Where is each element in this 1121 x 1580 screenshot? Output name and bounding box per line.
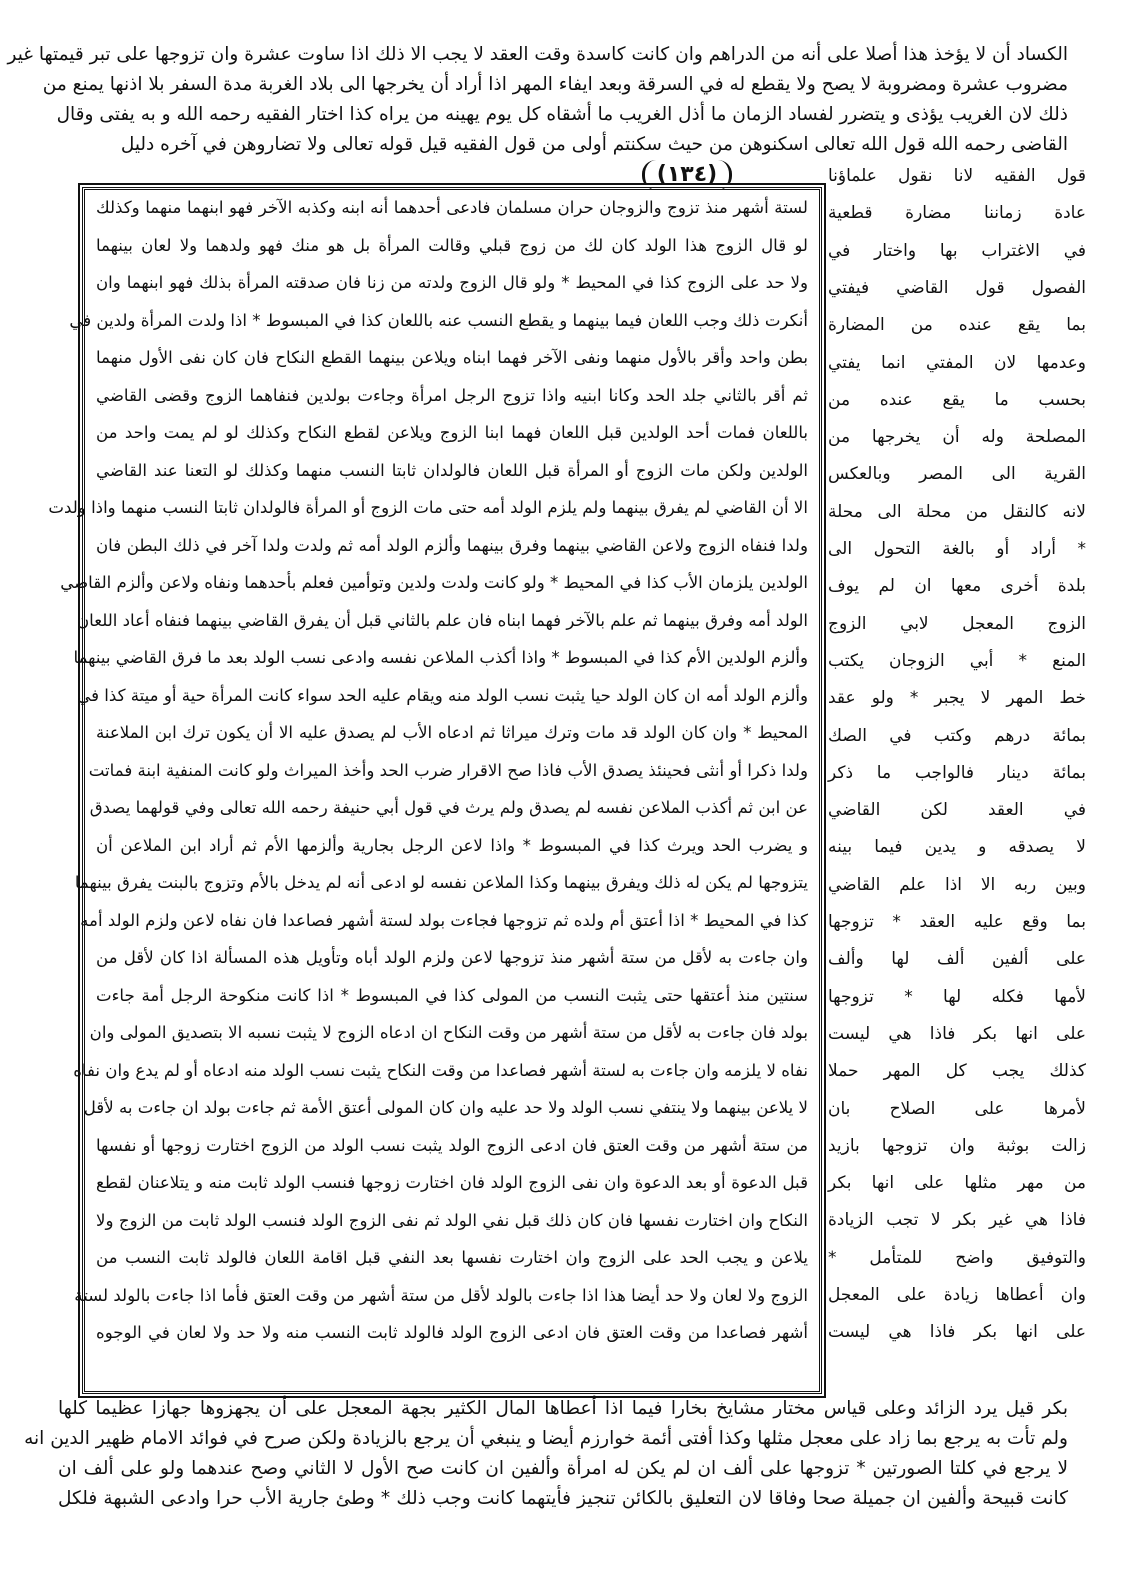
side-commentary-line: * أراد أو بالغة التحول الى bbox=[828, 539, 1086, 559]
side-commentary-line: خط المهر لا يجبر * ولو عقد bbox=[828, 688, 1086, 709]
side-commentary-line: على ألفين ألف لها وألف bbox=[828, 949, 1086, 970]
side-commentary-line: قول الفقيه لانا نقول علماؤنا bbox=[828, 166, 1086, 186]
main-text-line: وان جاءت به لأقل من ستة أشهر منذ تزوجها لاعن ولزم الولد أباه وتأويل هذه المسألة اذا كان لأقل من bbox=[96, 948, 808, 967]
side-commentary-line: المنع * أبي الزوجان يكتب bbox=[828, 650, 1086, 671]
main-text-line: الولدين ولكن مات الزوج أو المرأة قبل اللعان فالولدان ثابتا النسب منهما وكذلك لو التعنا عند القاضي bbox=[96, 460, 808, 480]
commentary-bottom-line: لا يرجع في كلتا الصورتين * تزوجها على ألف ان لم يكن له امرأة وألفين ان كانت صح الأول لا الثاني وصح عندهما ولو على ألف ان bbox=[58, 1458, 1068, 1479]
main-text-line: الولدين يلزمان الأب كذا في المحيط * ولو كانت ولدت ولدين وتوأمين فعلم بأحدهما ونفاه ولاعن وألزم القاضي bbox=[60, 573, 808, 592]
main-text-line: قبل الدعوة أو بعد الدعوة وان نفى الزوج الولد فان اختارت زوجها فنسب الولد ثابت منه و يتلاعنان لقطع bbox=[96, 1173, 808, 1192]
side-commentary-line: لأمرها على الصلاح بان bbox=[828, 1098, 1086, 1119]
main-text-line: ثم أقر بالثاني جلد الحد وكانا ابنيه واذا تزوج الرجل امرأة وجاءت بولدين فنفاهما الزوج وقضى القاضي bbox=[96, 385, 808, 405]
main-text-line: و يضرب الحد ويرث كذا في المبسوط * واذا لاعن الرجل بجارية وألزمها الأم ثم أراد ابن الملاعن أن bbox=[96, 835, 808, 855]
main-text-line: لو قال الزوج هذا الولد كان لك من زوج قبلي وقالت المرأة بل هو منك فهو ولدهما ولا لعان بينهما bbox=[96, 235, 808, 255]
main-text-line: من ستة أشهر من وقت العتق فان ادعى الزوج الولد يثبت نسب الولد من الزوج اختارت زوجها أو نفسها bbox=[96, 1135, 808, 1155]
main-text-line: بولد فان جاءت به لأقل من ستة أشهر من وقت النكاح ان ادعاه الزوج لا يثبت نسبه الا بتصديق المولى وان bbox=[89, 1023, 808, 1042]
side-commentary-line: زالت بوثبة وان تزوجها بازيد bbox=[828, 1135, 1086, 1156]
main-text-line: الولد أمه وفرق بينهما ثم علم بالآخر فهما ابناه فان علم بالثاني قبل أن يفرق القاضي بينهما فنفاه أعاد اللعان bbox=[76, 610, 808, 630]
side-commentary-line: كذلك يجب كل المهر حملا bbox=[828, 1061, 1086, 1082]
main-text-line: ولا حد على الزوج كذا في المحيط * ولو قال الزوج ولدته من زنا فان صدقته المرأة بذلك فهو ابنهما وان bbox=[96, 273, 808, 292]
side-commentary-line: في الاغتراب بها واختار في bbox=[828, 240, 1086, 261]
main-text-line: النكاح وان اختارت نفسها فان كان ذلك قبل نفي الولد ثم نفى الزوج الولد فنسب الولد ثابت من الزوج ولا bbox=[96, 1210, 808, 1230]
main-text-line: أنكرت ذلك وجب اللعان فيما بينهما و يقطع النسب عنه باللعان كذا في المبسوط * اذا ولدت المرأة ولدين في bbox=[69, 310, 808, 330]
main-text-line: الا أن القاضي لم يفرق بينهما ولم يلزم الولد أمه حتى مات الزوج أو المرأة فالولدان ثابتا النسب منهما واذا ولدت bbox=[48, 498, 808, 517]
side-commentary-line: بمائة درهم وكتب في الصك bbox=[828, 725, 1086, 746]
commentary-top-line: القاضى رحمه الله قول الله تعالى اسكنوهن من حيث سكنتم أولى من قول الفقيه قيل قوله تعالى ولا تضاروهن في آخره دليل bbox=[120, 134, 1068, 155]
main-text-line: ولدا ذكرا أو أنثى فحينئذ يصدق الأب فاذا صح الاقرار ضرب الحد وأخذ الميراث ولو كانت المنفية ابنة فماتت bbox=[88, 760, 808, 780]
main-text-line: وألزم الولدين الأم كذا في المبسوط * واذا أكذب الملاعن نفسه وادعى نسب الولد بعد ما فرق القاضي بينهما bbox=[73, 648, 808, 667]
commentary-bottom-line: بكر قيل يرد الزائد وعلى قياس مختار مشايخ بخارا فيما اذا أعطاها المال الكثير بجهة المعجل على أن يجهزوها جهازا عظيما كلها bbox=[58, 1398, 1068, 1419]
side-commentary-line: بحسب ما يقع عنده من bbox=[828, 389, 1086, 410]
page-number: (١٣٤) bbox=[642, 160, 732, 190]
main-text-line: أشهر فصاعدا من وقت العتق فان ادعى الزوج الولد فالولد ثابت النسب منه ولا حد ولا لعان في الوجوه bbox=[96, 1323, 808, 1342]
side-commentary-line: على انها بكر فاذا هي ليست bbox=[828, 1322, 1086, 1343]
side-commentary-line: المصلحة وله أن يخرجها من bbox=[828, 427, 1086, 448]
side-commentary-line: وعدمها لان المفتي انما يفتي bbox=[828, 352, 1086, 373]
side-commentary-line: من مهر مثلها على انها بكر bbox=[828, 1173, 1086, 1194]
side-commentary-line: بمائة دينار فالواجب ما ذكر bbox=[828, 762, 1086, 783]
side-commentary-line: بما يقع عنده من المضارة bbox=[828, 315, 1086, 336]
main-text-line: لستة أشهر منذ تزوج والزوجان حران مسلمان فادعى أحدهما أنه ابنه وكذبه الآخر فهو ابنهما منهما وكذلك bbox=[96, 198, 808, 217]
side-commentary-line: وبين ربه الا اذا علم القاضي bbox=[828, 874, 1086, 895]
main-text-line: يتزوجها لم يكن له ذلك ويفرق بينهما وكذا الملاعن نفسه لو ادعى أنه لم يدخل بالأم وتزوج بالبنت يفرق بينهما bbox=[74, 873, 808, 892]
commentary-bottom-line: كانت قبيحة وألفين ان جميلة صحا وفاقا لان التعليق بالكائن تنجيز فأيتهما كانت وجب ذلك * وطئ جارية الأب حرا وادعى الشبهة فلكل bbox=[58, 1488, 1068, 1509]
side-commentary-line: بلدة أخرى معها ان لم يوف bbox=[828, 576, 1086, 597]
main-text-line: لا يلاعن بينهما ولا ينتفي نسب الولد ولا حد عليه وان كان المولى أعتق الأمة ثم جاءت بولد ان جاءت به لأقل bbox=[83, 1098, 808, 1117]
side-commentary-line: والتوفيق واضح للمتأمل * bbox=[828, 1247, 1086, 1268]
side-commentary-line: فاذا هي غير بكر لا تجب الزيادة bbox=[828, 1210, 1086, 1231]
main-text-line: يلاعن و يجب الحد على الزوج وان اختارت نفسها بعد النفي قبل اقامة اللعان فالولد ثابت النسب من bbox=[96, 1248, 808, 1267]
side-commentary-line: عادة زماننا مضارة قطعية bbox=[828, 203, 1086, 224]
side-commentary-line: بما وقع عليه العقد * تزوجها bbox=[828, 912, 1086, 932]
side-commentary-line: القرية الى المصر وبالعكس bbox=[828, 464, 1086, 485]
side-commentary-line: لأمها فكله لها * تزوجها bbox=[828, 986, 1086, 1007]
commentary-top-line: ذلك لان الغريب يؤذى و يتضرر لفساد الزمان ما أذل الغريب ما أشقاه كل يوم يهينه من يراه كذا اختار الفقيه رحمه الله و به يفتى وقال bbox=[56, 104, 1068, 125]
commentary-top-line: مضروب عشرة ومضروبة لا يصح ولا يقطع له في السرقة وبعد ايفاء المهر اذا أراد أن يخرجها الى بلاد الغربة مدة السفر بلا اذنها يمنع من bbox=[42, 74, 1068, 95]
side-commentary-line: لا يصدقه و يدين فيما بينه bbox=[828, 837, 1086, 858]
main-text-line: سنتين منذ أعتقها حتى يثبت النسب من المولى كذا في المبسوط * اذا كانت منكوحة الرجل أمة جاءت bbox=[96, 985, 808, 1005]
main-text-line: باللعان فمات أحد الولدين قبل اللعان فهما ابنا الزوج ويلاعن لقطع النكاح وكذلك لو لم يمت واحد من bbox=[96, 423, 808, 442]
side-commentary-line: الفصول قول القاضي فيفتي bbox=[828, 277, 1086, 298]
main-text-line: عن ابن ثم أكذب الملاعن نفسه لم يصدق ولم يرث في قول أبي حنيفة رحمه الله تعالى وفي قولهما يصدق bbox=[89, 798, 808, 817]
side-commentary-line: وان أعطاها زيادة على المعجل bbox=[828, 1285, 1086, 1305]
main-text-line: بطن واحد وأقر بالأول منهما ونفى الآخر فهما ابناه ويلاعن بينهما القطع النكاح فان كان نفى الأول منهما bbox=[96, 348, 808, 367]
main-text-line: وألزم الولد أمه ان كان الولد حيا يثبت نسب الولد منه ويقام عليه الحد سواء كانت المرأة حية أو ميتة كذا في bbox=[77, 685, 808, 705]
main-text-line: ولدا فنفاه الزوج ولاعن القاضي بينهما وفرق بينهما وألزم الولد أمه ثم ولدت ولدا آخر في ذلك البطن فان bbox=[96, 535, 808, 555]
commentary-top-line: الكساد أن لا يؤخذ هذا أصلا على أنه من الدراهم وان كانت كاسدة وقت العقد لا يجب الا ذلك اذا ساوت عشرة وان تزوجها على تبر قيمتها غير bbox=[7, 44, 1068, 65]
side-commentary-line: في العقد لكن القاضي bbox=[828, 800, 1086, 821]
main-text-line: نفاه لا يلزمه وان جاءت به لستة أشهر فصاعدا من وقت النكاح يثبت نسب الولد منه ادعاه أو لم يدع وان نفاه bbox=[73, 1060, 808, 1080]
commentary-bottom-line: ولم تأت به يرجع بما زاد على معجل مثلها وكذا أفتى أئمة خوارزم أيضا و ينبغي أن يرجع بالزيادة ولكن صرح في فوائد الامام ظهير الدين انه bbox=[24, 1428, 1068, 1449]
main-text-line: المحيط * وان كان الولد قد مات وترك ميراثا ثم ادعاه الأب لم يصدق عليه الا أن يكون ترك ابن الملاعنة bbox=[96, 723, 808, 742]
side-commentary-line: على انها بكر فاذا هي ليست bbox=[828, 1023, 1086, 1044]
main-text-line: الزوج ولا لعان ولا حد أيضا هذا اذا جاءت بالولد لأقل من ستة أشهر من وقت العتق فأما اذا جاءت بالولد لستة bbox=[74, 1285, 808, 1305]
main-text-line: كذا في المحيط * اذا أعتق أم ولده ثم تزوجها فجاءت بولد لستة أشهر فصاعدا فان نفاه لاعن ولزم الولد أمه bbox=[80, 910, 808, 930]
side-commentary-line: لانه كالنقل من محلة الى محلة bbox=[828, 501, 1086, 522]
side-commentary-line: الزوج المعجل لابي الزوج bbox=[828, 613, 1086, 634]
